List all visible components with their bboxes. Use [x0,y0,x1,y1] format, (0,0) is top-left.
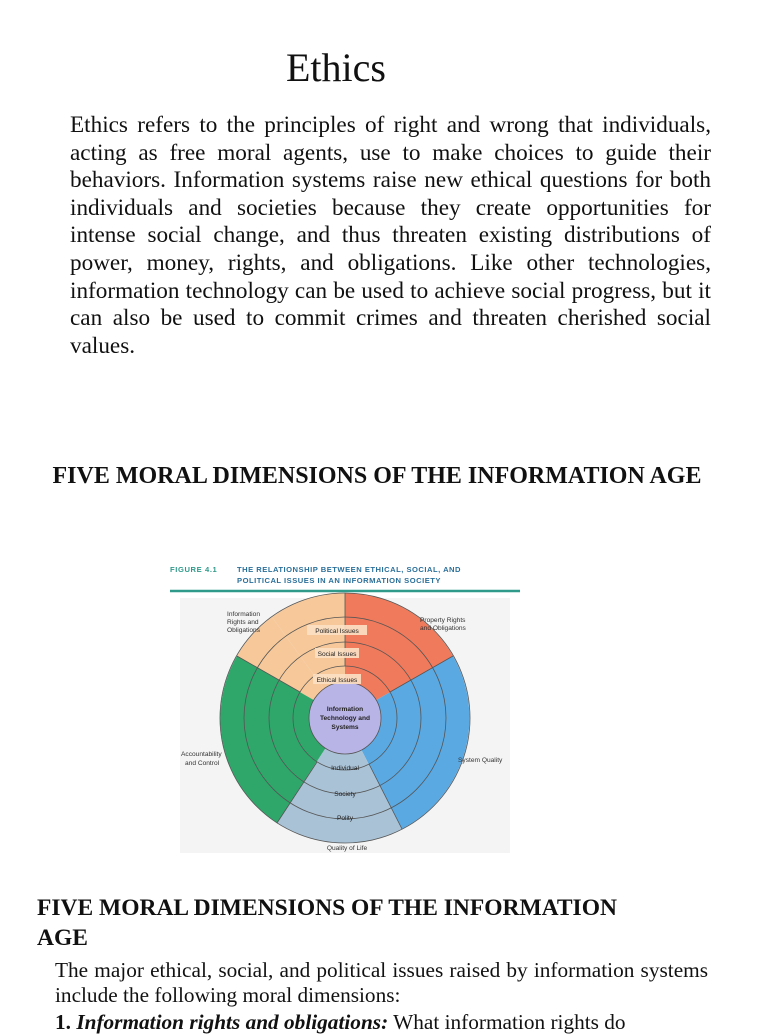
figure-number: FIGURE 4.1 [170,565,218,574]
label-information-rights-2: Rights and [227,619,259,626]
label-quality-of-life: Quality of Life [326,845,368,852]
intro-paragraph: Ethics refers to the principles of right and wrong that individuals, acting as free moral agents, use to make choices to guide their behaviors. Information systems raise new ethical questions for both individuals and societies because they create opportunities for intense social change, and thus threaten existing distributions of power, money, rights, and obligations. Like other technologies, information technology can be used to achieve social progress, but it can also be used to commit crimes and threaten cherished social values. [70,112,711,359]
label-property-rights-2: and Obligations [420,625,466,632]
section-heading-2-line1: FIVE MORAL DIMENSIONS OF THE INFORMATION [37,895,617,921]
section-heading-2-line2: AGE [37,925,88,951]
figure-moral-dimensions [165,556,525,856]
list-item-1 [55,1010,708,1035]
center-label-line3: Systems [331,724,359,731]
label-polity: Polity [336,815,354,822]
page-title: Ethics [286,45,386,90]
figure-caption-line2: POLITICAL ISSUES IN AN INFORMATION SOCIETY [237,576,441,585]
label-society: Society [334,791,356,798]
label-social-issues: Social Issues [317,651,357,658]
section-heading-2 [37,893,737,953]
figure-caption-line1: THE RELATIONSHIP BETWEEN ETHICAL, SOCIAL, AND [237,565,462,574]
label-ethical-issues: Ethical Issues [316,677,358,684]
label-political-issues: Political Issues [315,628,359,635]
section-heading: FIVE MORAL DIMENSIONS OF THE INFORMATION AGE [52,463,702,489]
label-system-quality: System Quality [458,757,503,764]
center-label-line1: Information [326,706,364,713]
center-label-line2: Technology and [319,715,371,722]
label-property-rights-1: Property Rights [420,617,466,624]
list-item-1-number: 1. [55,1010,71,1034]
label-information-rights-1: Information [227,611,260,618]
list-item-1-text: What information rights do [393,1010,626,1034]
label-information-rights-3: Obligations [227,627,260,634]
list-item-1-label: Information rights and obligations: [76,1010,389,1034]
figure-diagram [165,556,525,856]
label-accountability-2: and Control [185,760,220,767]
label-individual: Individual [331,765,359,772]
dimensions-intro-paragraph: The major ethical, social, and political issues raised by information systems include the following moral dimensions: [55,958,708,1007]
label-accountability-1: Accountability [181,751,222,758]
